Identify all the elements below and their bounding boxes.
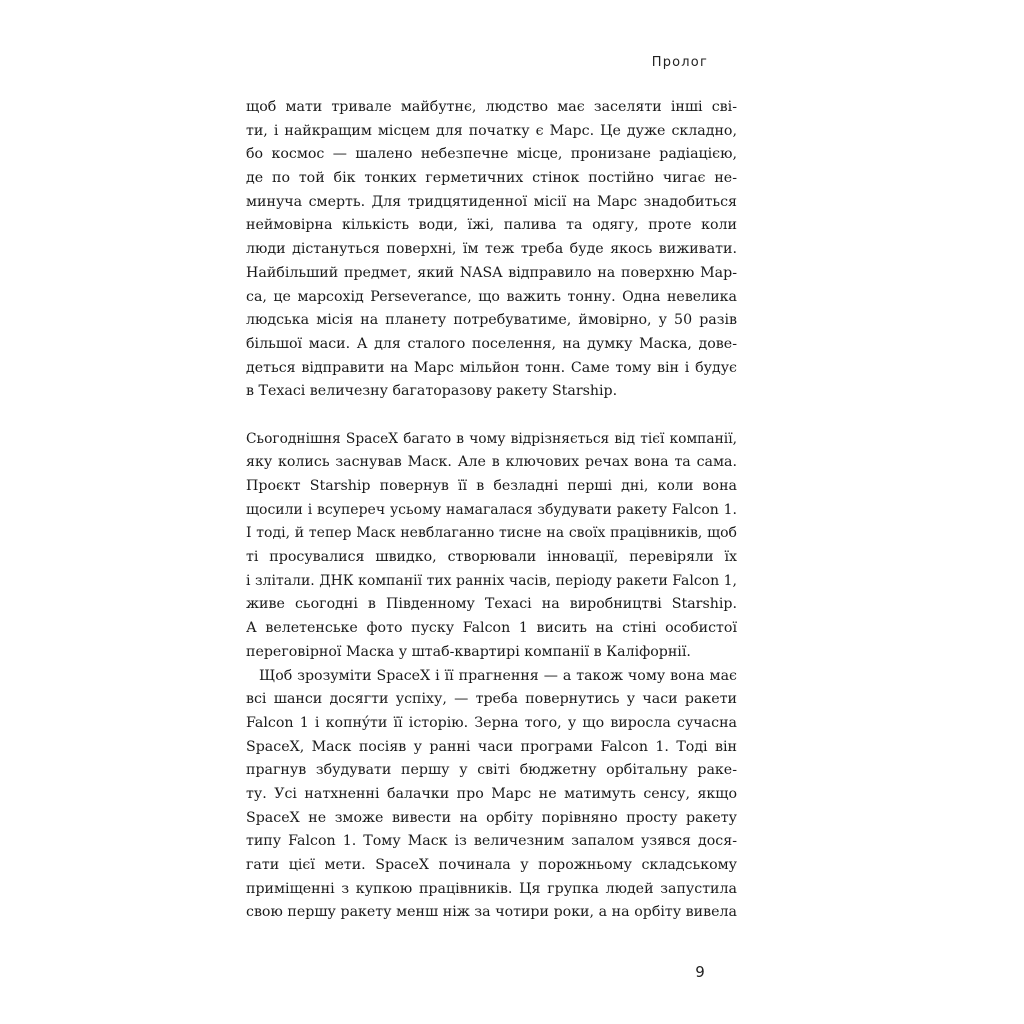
text-line: гати цієї мети. SpaceX починала у порожньому складському: [246, 857, 737, 873]
page-number: 9: [695, 963, 705, 981]
paragraph-2: [246, 428, 737, 665]
text-line: більшої маси. А для сталого поселення, на думку Маска, дове-: [246, 335, 737, 352]
text-line: ту. Усі натхненні балачки про Марс не матимуть сенсу, якщо: [246, 785, 737, 802]
text-line: SpaceX не зможе вивести на орбіту порівняно просту ракету: [246, 809, 737, 826]
text-line: Найбільший предмет, який NASA відправило на поверхню Мар-: [246, 264, 737, 281]
text-line: ті просувалися швидко, створювали інновації, перевіряли їх: [246, 549, 737, 566]
text-line: са, це марсохід Perseverance, що важить тонну. Одна невелика: [246, 288, 737, 305]
text-line: приміщенні з купкою працівників. Ця групка людей запустила: [246, 880, 737, 897]
text-line: яку колись заснував Маск. Але в ключових речах вона та сама.: [246, 454, 737, 471]
running-head: Пролог: [651, 55, 708, 70]
text-line: ти, і найкращим місцем для початку є Марс. Це дуже складно,: [246, 122, 737, 139]
paragraph-1: [246, 96, 737, 404]
text-line: бо космос — шалено небезпечне місце, пронизане радіацією,: [246, 146, 737, 163]
text-line: щосили і всупереч усьому намагалася збудувати ракету Falcon 1.: [246, 501, 737, 518]
text-line: Щоб зрозуміти SpaceX і її прагнення — а також чому вона має: [259, 667, 737, 684]
text-line: живе сьогодні в Південному Техасі на виробництві Starship.: [246, 596, 737, 613]
text-line: минуча смерть. Для тридцятиденної місії на Марс знадобиться: [246, 193, 737, 210]
text-line: людська місія на планету потребуватиме, ймовірно, у 50 разів: [246, 312, 737, 329]
text-line: А велетенське фото пуску Falcon 1 висить на стіні особистої: [246, 620, 737, 637]
text-line: SpaceX, Маск посіяв у ранні часи програми Falcon 1. Тоді він: [246, 738, 737, 755]
text-line: всі шанси досягти успіху, — треба повернутись у часи ракети: [246, 691, 737, 708]
text-line: І тоді, й тепер Маск невблаганно тисне на своїх працівників, щоб: [246, 525, 737, 542]
body-text: [246, 96, 737, 925]
text-line: в Техасі величезну багаторазову ракету Starship.: [246, 383, 618, 400]
text-line: свою першу ракету менш ніж за чотири роки, а на орбіту вивела: [246, 904, 737, 921]
text-line: люди дістануться поверхні, їм теж треба буде якось виживати.: [246, 241, 737, 258]
text-line: переговірної Маска у штаб-квартирі компанії в Каліфорнії.: [246, 643, 691, 660]
text-line: Проєкт Starship повернув її в безладні перші дні, коли вона: [246, 478, 737, 494]
text-line: неймовірна кількість води, їжі, палива та одягу, проте коли: [246, 217, 737, 234]
text-line: деться відправити на Марс мільйон тонн. Саме тому він і будує: [246, 359, 737, 376]
text-line: Сьогоднішня SpaceX багато в чому відрізняється від тієї компанії,: [246, 430, 737, 447]
text-line: де по той бік тонких герметичних стінок постійно чигає не-: [246, 170, 737, 187]
section-break: [246, 404, 737, 428]
text-line: прагнув збудувати першу у світі бюджетну орбітальну раке-: [246, 762, 737, 779]
text-line: Falcon 1 і копнýти її історію. Зерна того, у що виросла сучасна: [246, 714, 737, 731]
text-line: щоб мати тривале майбутнє, людство має заселяти інші сві-: [246, 99, 737, 115]
text-line: і злітали. ДНК компанії тих ранніх часів, періоду ракети Falcon 1,: [246, 572, 737, 589]
paragraph-3: [246, 665, 737, 926]
text-line: типу Falcon 1. Тому Маск із величезним запалом узявся дося-: [246, 833, 737, 850]
